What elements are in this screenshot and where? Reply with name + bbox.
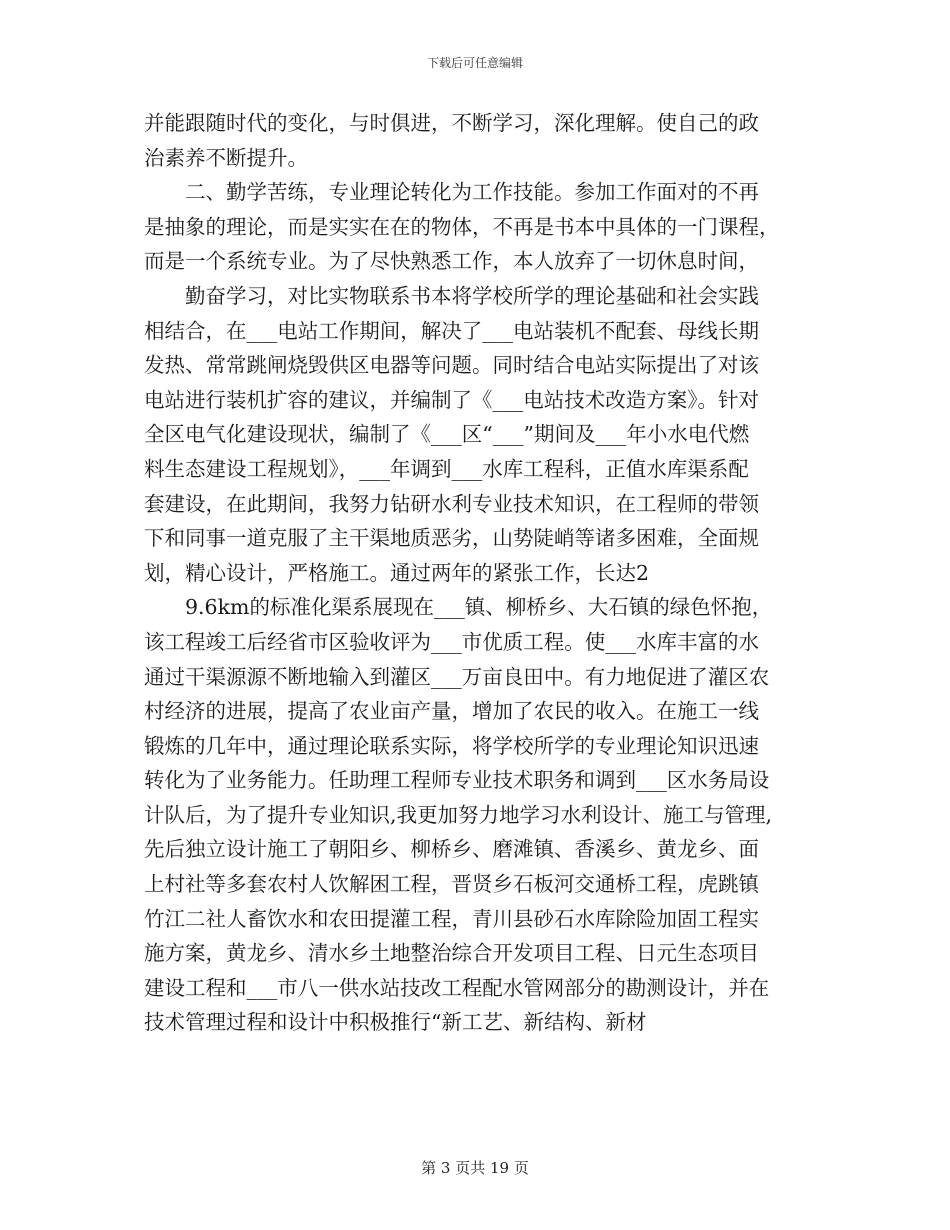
- text-line: 转化为了业务能力。任助理工程师专业技术职务和调到___区水务局设: [144, 768, 770, 793]
- text-line: 套建设，在此期间，我努力钻研水利专业技术知识，在工程师的带领: [144, 491, 759, 516]
- text-line: 建设工程和___市八一供水站技改工程配水管网部分的勘测设计，并在: [144, 975, 770, 1000]
- text-line: 二、勤学苦练，专业理论转化为工作技能。参加工作面对的不再: [185, 180, 759, 205]
- text-line: 划，精心设计，严格施工。通过两年的紧张工作，长达2: [144, 560, 650, 585]
- text-line: 先后独立设计施工了朝阳乡、柳桥乡、磨滩镇、香溪乡、黄龙乡、面: [144, 837, 759, 862]
- page-footer: 第 3 页共 19 页: [421, 1159, 529, 1177]
- text-line: 技术管理过程和设计中积极推行“新工艺、新结构、新材: [144, 1010, 647, 1035]
- document-body: [144, 106, 824, 1040]
- text-line: 是抽象的理论，而是实实在在的物体，不再是书本中具体的一门课程，: [144, 214, 780, 239]
- text-line: 并能跟随时代的变化，与时俱进，不断学习，深化理解。使自己的政: [144, 111, 759, 135]
- text-line: 下和同事一道克服了主干渠地质恶劣，山势陡峭等诸多困难，全面规: [144, 526, 759, 551]
- text-line: 而是一个系统专业。为了尽快熟悉工作，本人放弃了一切休息时间，: [144, 249, 759, 274]
- text-line: 9.6km的标准化渠系展现在___镇、柳桥乡、大石镇的绿色怀抱，: [185, 595, 773, 620]
- text-line: 该工程竣工后经省市区验收评为___市优质工程。使___水库丰富的水: [144, 629, 759, 654]
- text-line: 发热、常常跳闸烧毁供区电器等问题。同时结合电站实际提出了对该: [144, 353, 759, 378]
- text-line: 全区电气化建设现状，编制了《___区“___”期间及___年小水电代燃: [144, 422, 750, 447]
- text-line: 施方案，黄龙乡、清水乡土地整治综合开发项目工程、日元生态项目: [144, 941, 759, 966]
- text-line: 计队后，为了提升专业知识,我更加努力地学习水利设计、施工与管理,: [144, 802, 773, 827]
- text-line: 电站进行装机扩容的建议，并编制了《___电站技术改造方案》。针对: [144, 387, 759, 412]
- text-line: 锻炼的几年中，通过理论联系实际，将学校所学的专业理论知识迅速: [144, 733, 759, 758]
- text-line: 上村社等多套农村人饮解困工程，晋贤乡石板河交通桥工程，虎跳镇: [144, 872, 759, 897]
- text-line: 竹江二社人畜饮水和农田提灌工程，青川县砂石水库除险加固工程实: [144, 906, 759, 931]
- text-line: 治素养不断提升。: [144, 145, 308, 170]
- text-line: 料生态建设工程规划》，___年调到___水库工程科，正值水库渠系配: [144, 456, 749, 481]
- text-line: 村经济的进展，提高了农业亩产量，增加了农民的收入。在施工一线: [144, 699, 759, 724]
- text-line: 相结合，在___电站工作期间，解决了___电站装机不配套、母线长期: [144, 318, 759, 343]
- text-line: 勤奋学习，对比实物联系书本将学校所学的理论基础和社会实践: [185, 283, 759, 308]
- page-header: 下载后可任意编辑: [426, 56, 523, 70]
- text-line: 通过干渠源源不断地输入到灌区___万亩良田中。有力地促进了灌区农: [144, 664, 770, 689]
